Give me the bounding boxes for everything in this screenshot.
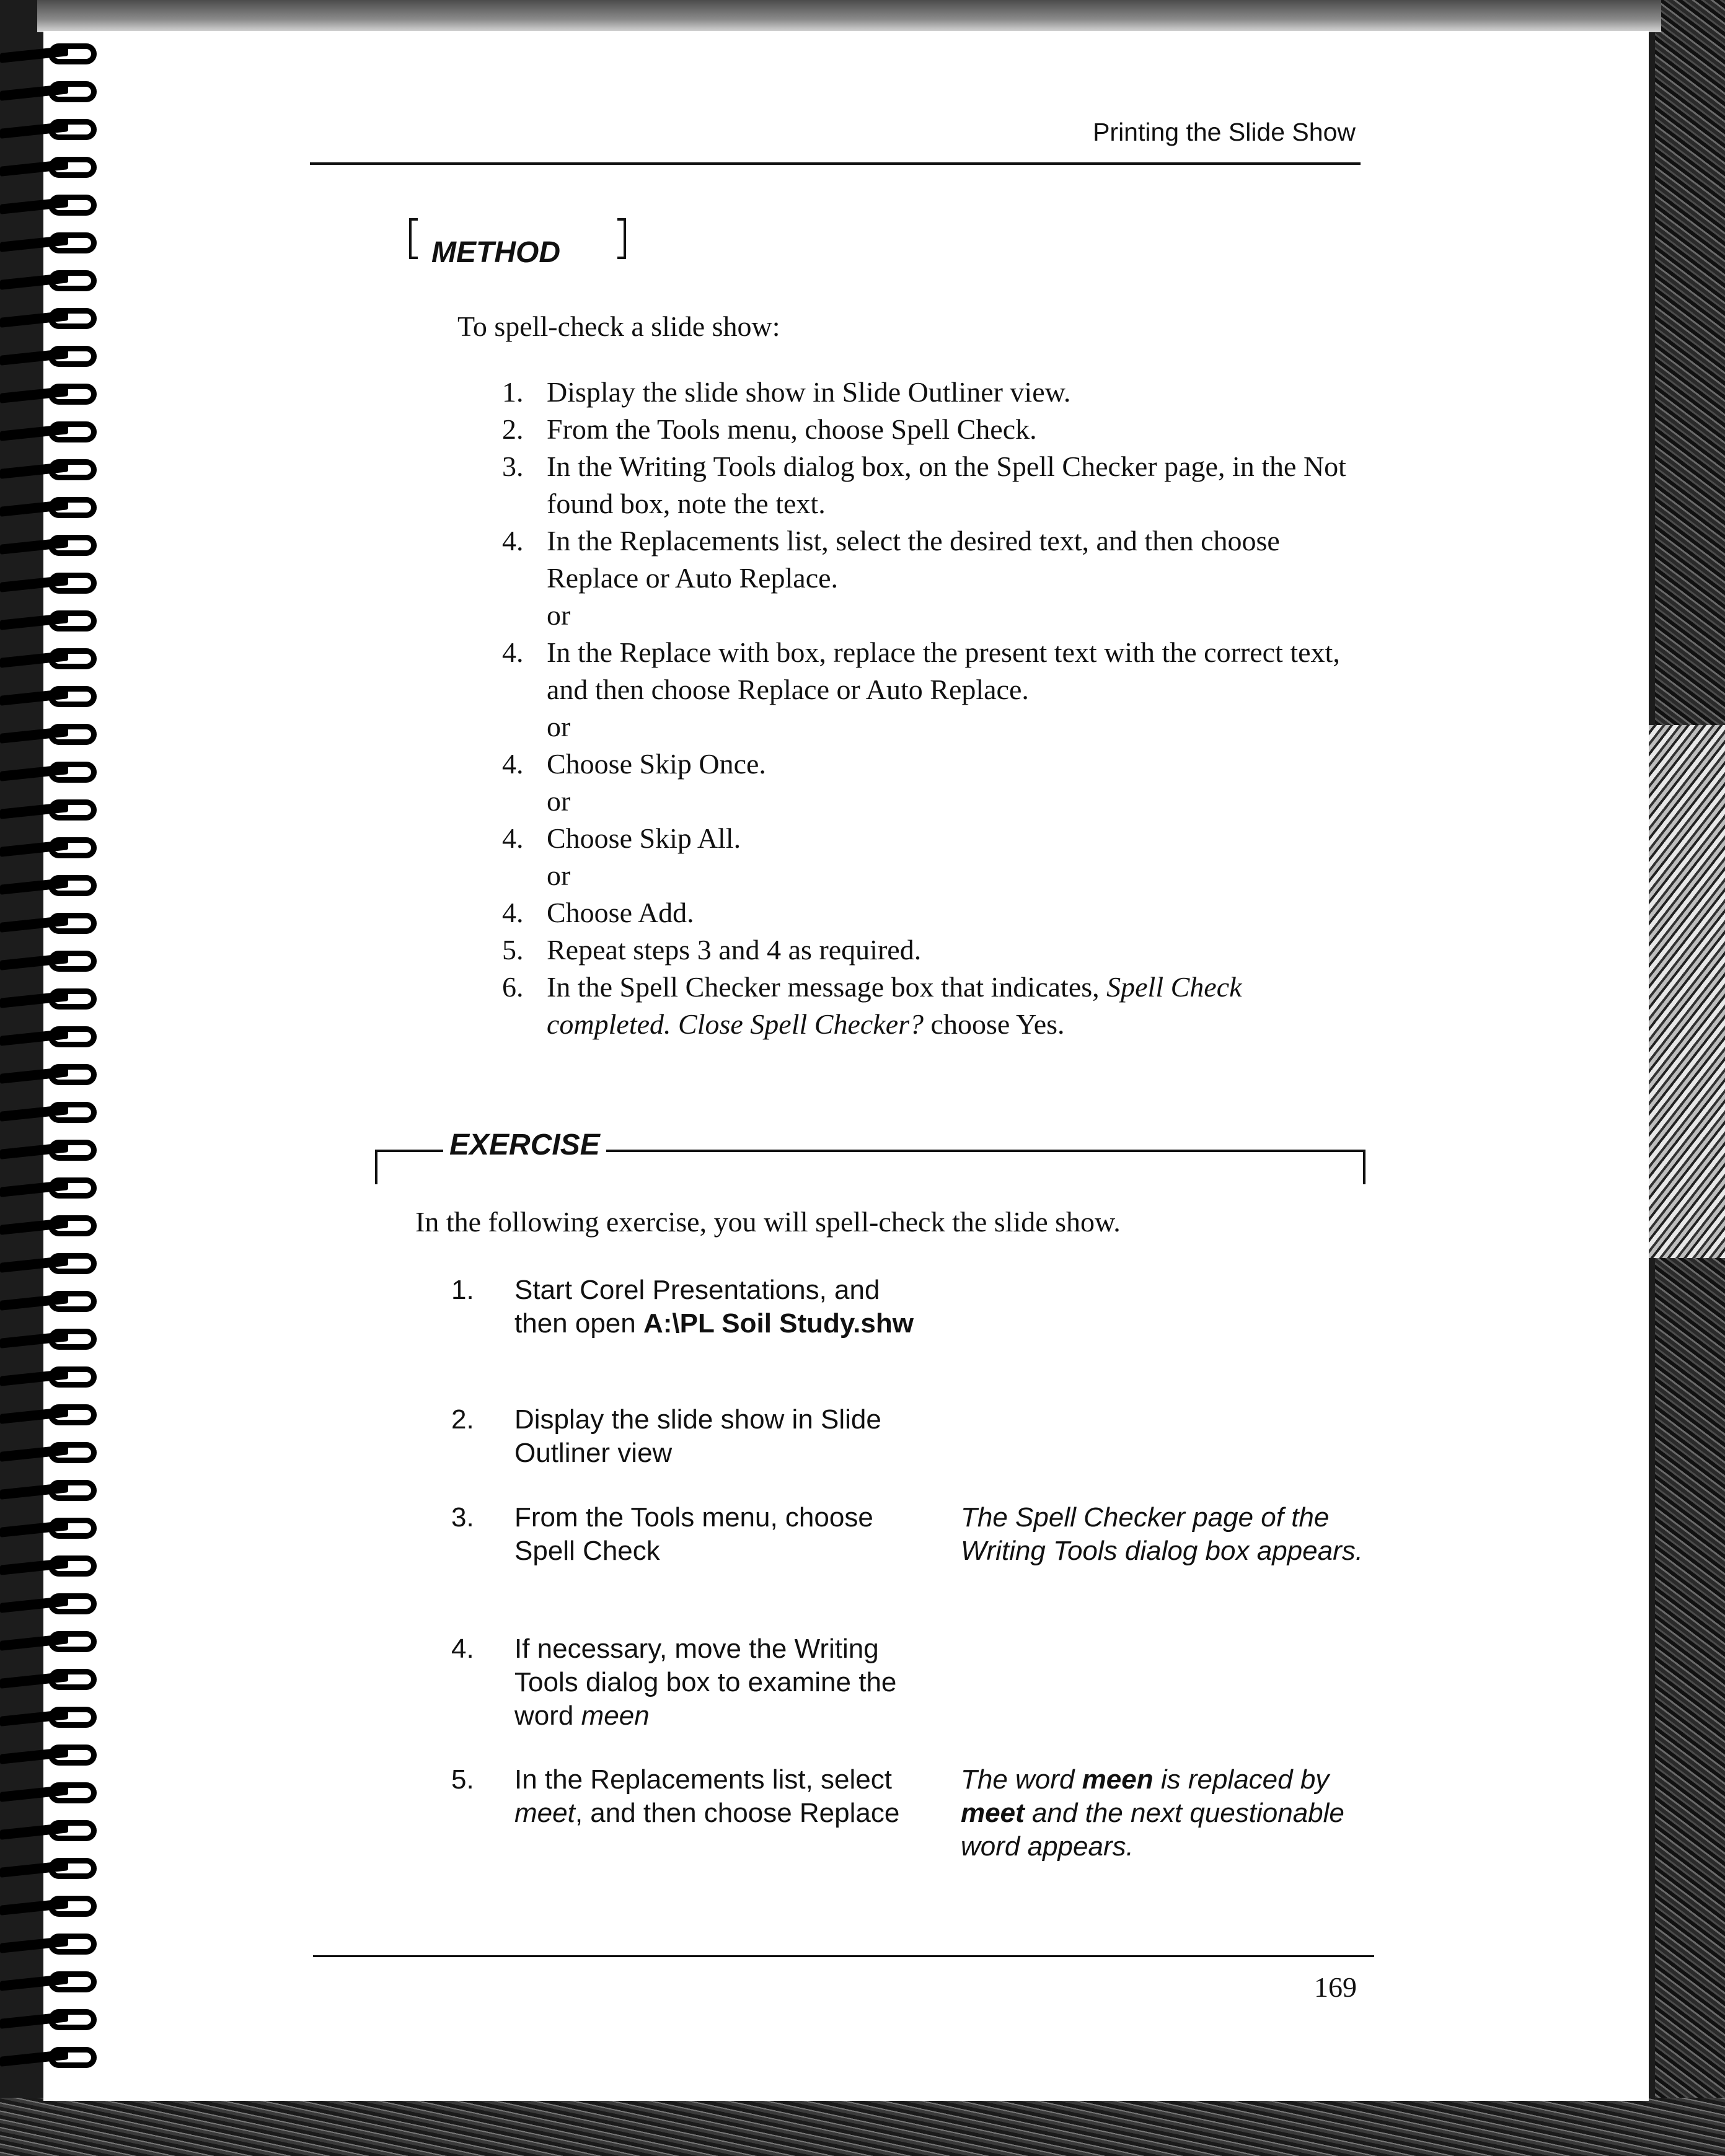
exercise-step-text-italic: meet — [514, 1798, 575, 1828]
step-number: 4. — [502, 525, 524, 557]
spiral-coil-ring — [48, 875, 97, 896]
step-text: or — [547, 860, 571, 891]
method-step — [502, 634, 1370, 708]
spiral-coil-ring — [48, 1026, 97, 1047]
spiral-coil — [0, 988, 102, 1012]
exercise-step-number: 1. — [451, 1275, 474, 1305]
page-top-edge — [37, 0, 1661, 32]
spiral-coil-ring — [48, 1518, 97, 1539]
method-step — [502, 374, 1370, 411]
spiral-coil-ring — [48, 421, 97, 442]
method-intro: To spell-check a slide show: — [457, 310, 780, 342]
spiral-coil — [0, 81, 102, 105]
spiral-coil-ring — [48, 762, 97, 783]
spiral-coil-ring — [48, 232, 97, 253]
exercise-step-text-part: Start Corel Presentations, and then open — [514, 1275, 880, 1339]
spiral-coil — [0, 270, 102, 294]
spiral-coil — [0, 1971, 102, 1995]
spiral-coil — [0, 195, 102, 218]
spiral-coil-ring — [48, 1366, 97, 1388]
spiral-coil-ring — [48, 497, 97, 518]
spiral-coil — [0, 1745, 102, 1768]
exercise-step-text — [514, 1274, 936, 1340]
spiral-coil — [0, 421, 102, 445]
spiral-coil — [0, 1896, 102, 1919]
spiral-coil-ring — [48, 1971, 97, 1992]
spiral-coil-ring — [48, 1782, 97, 1803]
spiral-coil-ring — [48, 1896, 97, 1917]
spiral-coil — [0, 951, 102, 974]
spiral-coil — [0, 1707, 102, 1730]
method-step-or — [502, 783, 1370, 820]
spiral-coil — [0, 2009, 102, 2033]
spiral-coil — [0, 119, 102, 143]
exercise-step-note — [961, 1763, 1382, 1863]
spiral-coil — [0, 1518, 102, 1541]
step-number: 3. — [502, 451, 524, 482]
spiral-coil-ring — [48, 1064, 97, 1085]
header-rule — [310, 162, 1361, 165]
exercise-heading: EXERCISE — [443, 1128, 606, 1162]
step-text: or — [547, 711, 571, 742]
spiral-coil — [0, 1291, 102, 1314]
step-text: Choose Skip Once. — [547, 748, 766, 780]
step-text-part: In the Spell Checker message box that indicates, — [547, 971, 1107, 1003]
spiral-coil — [0, 1102, 102, 1125]
spiral-coil-ring — [48, 1707, 97, 1728]
method-step-or — [502, 857, 1370, 894]
method-step-or — [502, 708, 1370, 746]
spiral-coil-ring — [48, 1820, 97, 1841]
spiral-coil — [0, 497, 102, 521]
method-step — [502, 969, 1370, 1043]
step-text: Choose Add. — [547, 897, 694, 928]
spiral-binding — [0, 43, 102, 2082]
spiral-coil — [0, 724, 102, 747]
step-number: 1. — [502, 376, 524, 408]
spiral-coil — [0, 1329, 102, 1352]
spiral-coil — [0, 535, 102, 558]
spiral-coil-ring — [48, 1669, 97, 1690]
spiral-coil-ring — [48, 648, 97, 669]
spiral-coil-ring — [48, 346, 97, 367]
spiral-coil — [0, 1215, 102, 1239]
note-text-part: and the next questionable word appears. — [961, 1798, 1344, 1862]
spiral-coil — [0, 875, 102, 899]
step-text: or — [547, 785, 571, 817]
spiral-coil-ring — [48, 384, 97, 405]
spiral-coil-ring — [48, 157, 97, 178]
spiral-coil-ring — [48, 270, 97, 291]
spiral-coil-ring — [48, 686, 97, 707]
method-step-or — [502, 597, 1370, 634]
spiral-coil-ring — [48, 119, 97, 140]
exercise-step-text: From the Tools menu, choose Spell Check — [514, 1502, 873, 1566]
spiral-coil — [0, 2047, 102, 2070]
spiral-coil — [0, 1555, 102, 1579]
spiral-coil-ring — [48, 195, 97, 216]
background-bottom-texture — [0, 2098, 1725, 2156]
method-step — [502, 931, 1370, 969]
spiral-coil-ring — [48, 1177, 97, 1199]
spiral-coil — [0, 1177, 102, 1201]
exercise-step-text-part: In the Replacements list, select — [514, 1764, 892, 1795]
spiral-coil — [0, 610, 102, 634]
running-header: Printing the Slide Show — [1093, 118, 1356, 146]
spiral-coil — [0, 1064, 102, 1088]
exercise-step-number: 3. — [451, 1502, 474, 1533]
exercise-step-number: 2. — [451, 1404, 474, 1435]
spiral-coil — [0, 1934, 102, 1957]
spiral-coil — [0, 648, 102, 672]
step-number: 5. — [502, 934, 524, 966]
note-text-part: is replaced by — [1153, 1764, 1330, 1795]
spiral-coil-ring — [48, 1593, 97, 1614]
step-text: Choose Skip All. — [547, 822, 741, 854]
spiral-coil-ring — [48, 573, 97, 594]
spiral-coil-ring — [48, 1253, 97, 1274]
spiral-coil — [0, 913, 102, 936]
spiral-coil-ring — [48, 1442, 97, 1463]
method-step — [502, 411, 1370, 448]
spiral-coil — [0, 1858, 102, 1881]
note-text-part: The word — [961, 1764, 1082, 1795]
spiral-coil-ring — [48, 1140, 97, 1161]
spiral-coil — [0, 1820, 102, 1844]
spiral-coil-ring — [48, 1480, 97, 1501]
method-box-left-bracket — [409, 218, 418, 259]
step-text-part: choose Yes. — [924, 1008, 1065, 1040]
spiral-coil — [0, 1782, 102, 1806]
spiral-coil-ring — [48, 610, 97, 631]
method-step — [502, 894, 1370, 931]
step-text — [547, 969, 1370, 1043]
spiral-coil-ring — [48, 1934, 97, 1955]
exercise-step-text-italic: meen — [581, 1701, 650, 1731]
background-right-texture-light — [1649, 725, 1725, 1258]
exercise-step-text-part: If necessary, move the Writing Tools dialog box to examine the word — [514, 1634, 897, 1731]
step-text: From the Tools menu, choose Spell Check. — [547, 413, 1037, 445]
spiral-coil — [0, 1026, 102, 1050]
exercise-step-number: 5. — [451, 1764, 474, 1795]
method-box-right-bracket — [617, 218, 626, 259]
spiral-coil-ring — [48, 1858, 97, 1879]
spiral-coil — [0, 762, 102, 785]
step-number: 4. — [502, 636, 524, 668]
note-text-bold: meen — [1082, 1764, 1154, 1795]
spiral-coil-ring — [48, 951, 97, 972]
spiral-coil — [0, 157, 102, 180]
spiral-coil-ring — [48, 724, 97, 745]
spiral-coil-ring — [48, 43, 97, 64]
spiral-coil — [0, 232, 102, 256]
spiral-coil — [0, 1253, 102, 1277]
spiral-coil — [0, 837, 102, 861]
spiral-coil — [0, 686, 102, 710]
step-number: 6. — [502, 971, 524, 1003]
footer-rule — [313, 1955, 1374, 1957]
page-number: 169 — [1314, 1971, 1357, 2003]
spiral-coil — [0, 1669, 102, 1692]
spiral-coil — [0, 1366, 102, 1390]
spiral-coil-ring — [48, 2047, 97, 2068]
step-text: Repeat steps 3 and 4 as required. — [547, 934, 922, 966]
spiral-coil — [0, 1140, 102, 1163]
method-heading: METHOD — [426, 235, 565, 270]
spiral-coil — [0, 346, 102, 369]
spiral-coil-ring — [48, 1631, 97, 1652]
spiral-coil-ring — [48, 535, 97, 556]
step-text: In the Replace with box, replace the present text with the correct text, and then choose Replace or Auto Replace. — [547, 636, 1340, 705]
spiral-coil-ring — [48, 81, 97, 102]
spiral-coil — [0, 1404, 102, 1428]
spiral-coil — [0, 1593, 102, 1617]
method-step — [502, 820, 1370, 857]
spiral-coil-ring — [48, 1404, 97, 1425]
exercise-step-note: The Spell Checker page of the Writing Tools dialog box appears. — [961, 1502, 1363, 1566]
step-text: In the Writing Tools dialog box, on the Spell Checker page, in the Not found box, note the text. — [547, 451, 1346, 519]
step-text-italic: Spell Check completed. Close Spell Checker? — [547, 971, 1242, 1040]
spiral-coil — [0, 43, 102, 67]
spiral-coil-ring — [48, 308, 97, 329]
spiral-coil-ring — [48, 1215, 97, 1236]
spiral-coil — [0, 1631, 102, 1655]
step-text: In the Replacements list, select the desired text, and then choose Replace or Auto Replace. — [547, 525, 1280, 594]
exercise-intro: In the following exercise, you will spell-check the slide show. — [415, 1206, 1121, 1238]
spiral-coil — [0, 1480, 102, 1503]
exercise-step-text-part: , and then choose Replace — [575, 1798, 900, 1828]
spiral-coil — [0, 459, 102, 483]
spiral-coil — [0, 573, 102, 596]
step-text: or — [547, 599, 571, 631]
spiral-coil-ring — [48, 799, 97, 821]
exercise-step-text — [514, 1632, 936, 1733]
method-step — [502, 448, 1370, 522]
spiral-coil-ring — [48, 1291, 97, 1312]
spiral-coil — [0, 799, 102, 823]
step-number: 4. — [502, 822, 524, 854]
spiral-coil-ring — [48, 1555, 97, 1577]
spiral-coil-ring — [48, 1329, 97, 1350]
spiral-coil-ring — [48, 2009, 97, 2030]
spiral-coil-ring — [48, 459, 97, 480]
spiral-coil-ring — [48, 1745, 97, 1766]
spiral-coil-ring — [48, 837, 97, 858]
method-steps-list — [502, 374, 1370, 1043]
step-number: 4. — [502, 748, 524, 780]
exercise-step-text: Display the slide show in Slide Outliner view — [514, 1404, 881, 1468]
method-step — [502, 522, 1370, 597]
spiral-coil — [0, 384, 102, 407]
step-number: 4. — [502, 897, 524, 928]
spiral-coil-ring — [48, 913, 97, 934]
method-step — [502, 746, 1370, 783]
spiral-coil — [0, 1442, 102, 1466]
note-text-bold: meet — [961, 1798, 1025, 1828]
exercise-step-text — [514, 1763, 936, 1830]
exercise-step-number: 4. — [451, 1634, 474, 1664]
spiral-coil-ring — [48, 988, 97, 1010]
step-number: 2. — [502, 413, 524, 445]
step-text: Display the slide show in Slide Outliner view. — [547, 376, 1071, 408]
spiral-coil — [0, 308, 102, 332]
spiral-coil-ring — [48, 1102, 97, 1123]
exercise-filename: A:\PL Soil Study.shw — [643, 1308, 914, 1339]
